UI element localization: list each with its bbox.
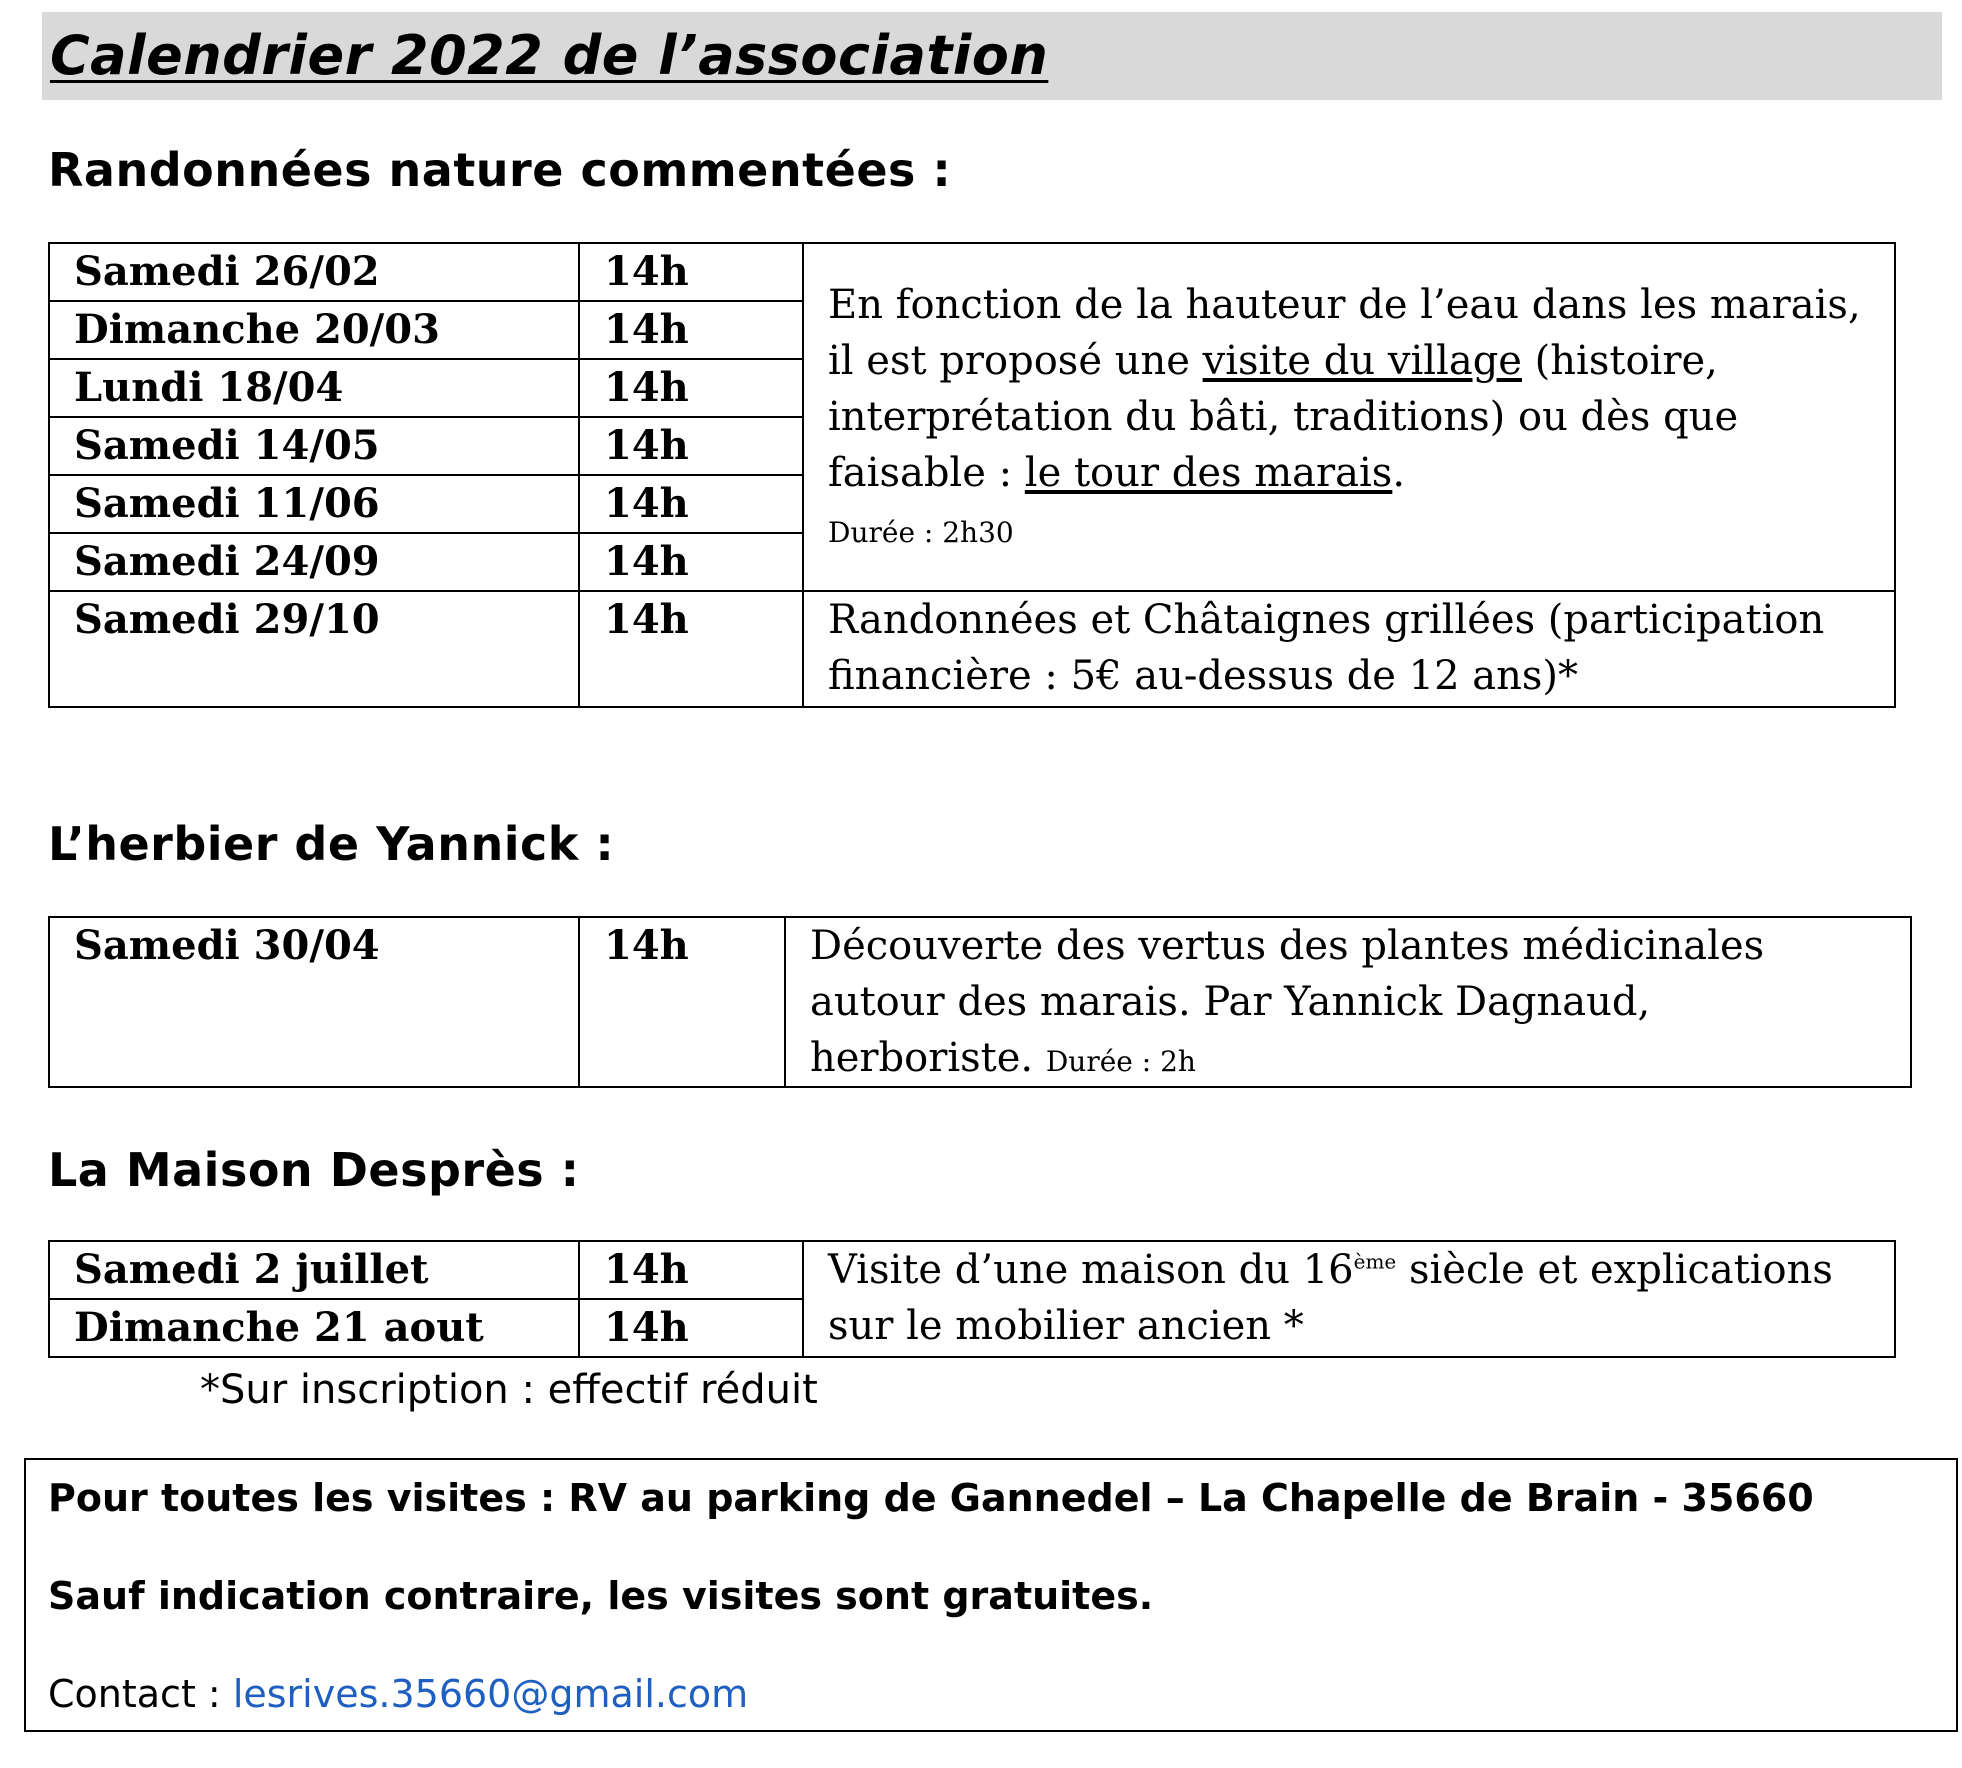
day-cell: Dimanche 21 aout bbox=[49, 1299, 579, 1357]
duration-text: Durée : 2h bbox=[1045, 1045, 1196, 1078]
description-text: siècle et explications sur le mobilier ancien * bbox=[828, 1247, 1833, 1349]
day-cell: Samedi 26/02 bbox=[49, 243, 579, 301]
registration-note: *Sur inscription : effectif réduit bbox=[200, 1367, 818, 1413]
description-cell: Randonnées et Châtaignes grillées (participation financière : 5€ au-dessus de 12 ans)* bbox=[803, 591, 1895, 707]
contact-line bbox=[48, 1670, 748, 1718]
free-visits-text: Sauf indication contraire, les visites sont gratuites. bbox=[48, 1574, 1154, 1618]
description-text: Visite d’une maison du 16 bbox=[828, 1247, 1354, 1293]
section-heading-randonnees: Randonnées nature commentées : bbox=[48, 143, 952, 197]
visite-village-link: visite du village bbox=[1202, 338, 1522, 384]
table-row bbox=[49, 243, 1895, 301]
day-cell: Samedi 11/06 bbox=[49, 475, 579, 533]
schedule-table-randonnees bbox=[48, 242, 1896, 708]
duration-text: Durée : 2h30 bbox=[828, 516, 1014, 549]
meeting-point-text: Pour toutes les visites : RV au parking de Gannedel – La Chapelle de Brain - 35660 bbox=[48, 1476, 1814, 1520]
superscript-text: ème bbox=[1353, 1249, 1397, 1274]
day-cell: Lundi 18/04 bbox=[49, 359, 579, 417]
description-cell bbox=[803, 1241, 1895, 1357]
info-box bbox=[24, 1458, 1958, 1732]
day-cell: Samedi 29/10 bbox=[49, 591, 579, 707]
description-cell bbox=[785, 917, 1911, 1087]
description-text: . bbox=[1392, 450, 1406, 496]
day-cell: Samedi 14/05 bbox=[49, 417, 579, 475]
title-bar bbox=[42, 12, 1942, 100]
time-cell: 14h bbox=[579, 475, 803, 533]
section-heading-herbier: L’herbier de Yannick : bbox=[48, 817, 615, 871]
description-text: En fonction de la hauteur de l’eau dans les marais, il est proposé une bbox=[828, 282, 1861, 384]
day-cell: Dimanche 20/03 bbox=[49, 301, 579, 359]
time-cell: 14h bbox=[579, 591, 803, 707]
day-cell: Samedi 2 juillet bbox=[49, 1241, 579, 1299]
description-cell-main bbox=[803, 243, 1895, 591]
schedule-table-herbier bbox=[48, 916, 1912, 1088]
contact-label: Contact : bbox=[48, 1672, 233, 1716]
page-title: Calendrier 2022 de l’association bbox=[50, 24, 1049, 87]
description-text: (histoire, interprétation du bâti, traditions) ou dès que faisable : bbox=[828, 338, 1739, 496]
time-cell: 14h bbox=[579, 1241, 803, 1299]
day-cell: Samedi 30/04 bbox=[49, 917, 579, 1087]
time-cell: 14h bbox=[579, 1299, 803, 1357]
table-row bbox=[49, 917, 1911, 1087]
description-text: Découverte des vertus des plantes médicinales autour des marais. Par Yannick Dagnaud, herboriste. bbox=[810, 923, 1765, 1081]
time-cell: 14h bbox=[579, 917, 785, 1087]
time-cell: 14h bbox=[579, 243, 803, 301]
section-heading-maison-despres: La Maison Desprès : bbox=[48, 1143, 580, 1197]
day-cell: Samedi 24/09 bbox=[49, 533, 579, 591]
table-row bbox=[49, 591, 1895, 707]
time-cell: 14h bbox=[579, 359, 803, 417]
time-cell: 14h bbox=[579, 417, 803, 475]
schedule-table-maison bbox=[48, 1240, 1896, 1358]
time-cell: 14h bbox=[579, 533, 803, 591]
contact-email-link[interactable]: lesrives.35660@gmail.com bbox=[232, 1672, 749, 1716]
time-cell: 14h bbox=[579, 301, 803, 359]
tour-marais-link: le tour des marais bbox=[1024, 450, 1393, 496]
table-row bbox=[49, 1241, 1895, 1299]
